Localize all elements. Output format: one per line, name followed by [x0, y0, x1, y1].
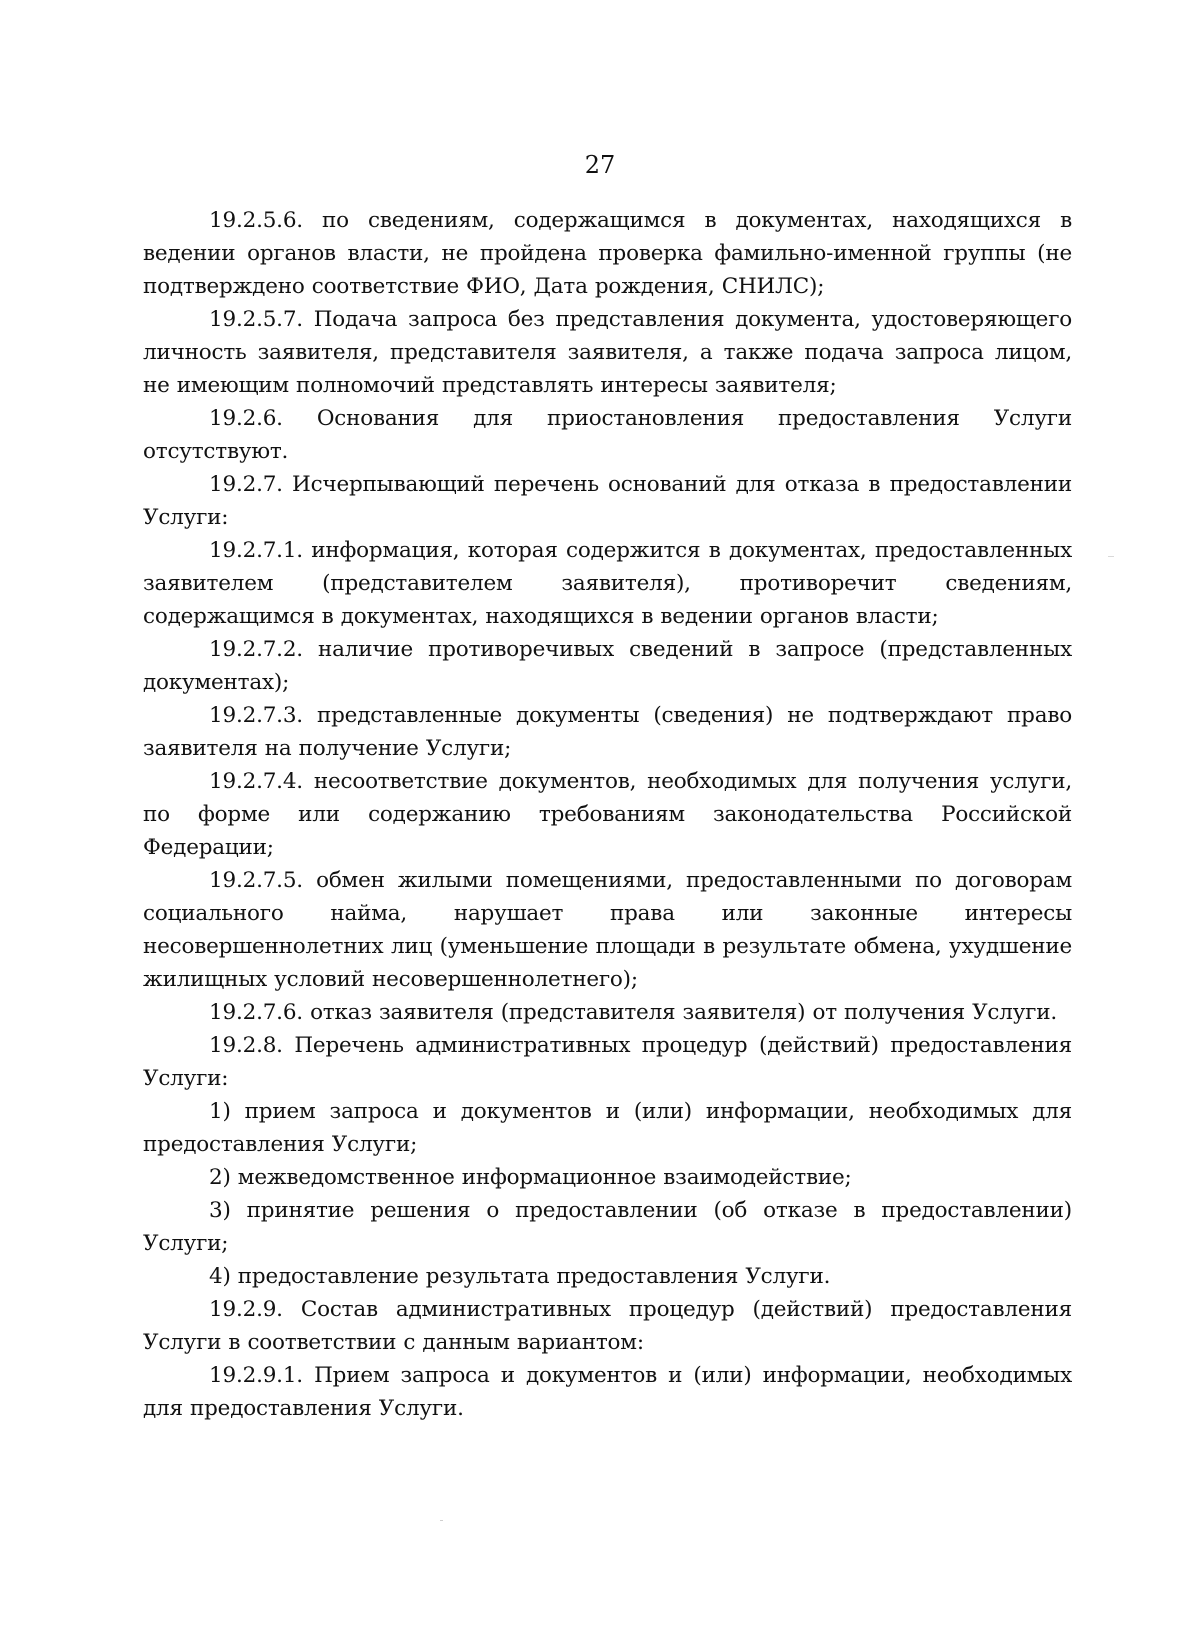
- paragraph-19-2-7-4: 19.2.7.4. несоответствие документов, необходимых для получения услуги, по форме или содержанию требованиям законодательства Российской Федерации;: [143, 769, 1072, 860]
- list-item-1: 1) прием запроса и документов и (или) информации, необходимых для предоставления Услуги;: [143, 1099, 1072, 1157]
- scan-artifact-mark: [1108, 556, 1114, 557]
- paragraph-19-2-5-7: 19.2.5.7. Подача запроса без представления документа, удостоверяющего личность заявителя, представителя заявителя, а также подача запроса лицом, не имеющим полномочий представлять интересы заявителя;: [143, 307, 1072, 398]
- scan-artifact-mark: [440, 1520, 443, 1521]
- list-item-4: 4) предоставление результата предоставления Услуги.: [209, 1264, 831, 1289]
- paragraph-19-2-9-1: 19.2.9.1. Прием запроса и документов и (или) информации, необходимых для предоставления Услуги.: [143, 1363, 1072, 1421]
- paragraph-19-2-5-6: 19.2.5.6. по сведениям, содержащимся в документах, находящихся в ведении органов власти, не пройдена проверка фамильно-именной группы (не подтверждено соответствие ФИО, Дата рождения, СНИЛС);: [143, 208, 1072, 299]
- paragraph-19-2-7-2: 19.2.7.2. наличие противоречивых сведений в запросе (представленных документах);: [143, 637, 1072, 695]
- paragraph-19-2-7-3: 19.2.7.3. представленные документы (сведения) не подтверждают право заявителя на получение Услуги;: [143, 703, 1072, 761]
- paragraph-19-2-6: 19.2.6. Основания для приостановления предоставления Услуги отсутствуют.: [143, 406, 1072, 464]
- document-body: [143, 204, 1072, 1425]
- paragraph-19-2-7-6: 19.2.7.6. отказ заявителя (представителя заявителя) от получения Услуги.: [209, 1000, 1058, 1025]
- paragraph-19-2-7-5: 19.2.7.5. обмен жилыми помещениями, предоставленными по договорам социального найма, нарушает права или законные интересы несовершеннолетних лиц (уменьшение площади в результате обмена, ухудшение жилищных условий несовершеннолетнего);: [143, 868, 1072, 992]
- list-item-2: 2) межведомственное информационное взаимодействие;: [209, 1165, 852, 1190]
- list-item-3: 3) принятие решения о предоставлении (об отказе в предоставлении) Услуги;: [143, 1198, 1072, 1256]
- paragraph-19-2-9: 19.2.9. Состав административных процедур (действий) предоставления Услуги в соответствии с данным вариантом:: [143, 1297, 1072, 1355]
- paragraph-19-2-7-1: 19.2.7.1. информация, которая содержится в документах, предоставленных заявителем (представителем заявителя), противоречит сведениям, содержащимся в документах, находящихся в ведении органов власти;: [143, 538, 1072, 629]
- paragraph-19-2-7: 19.2.7. Исчерпывающий перечень оснований для отказа в предоставлении Услуги:: [143, 472, 1072, 530]
- paragraph-19-2-8: 19.2.8. Перечень административных процедур (действий) предоставления Услуги:: [143, 1033, 1072, 1091]
- page-number: 27: [584, 151, 616, 179]
